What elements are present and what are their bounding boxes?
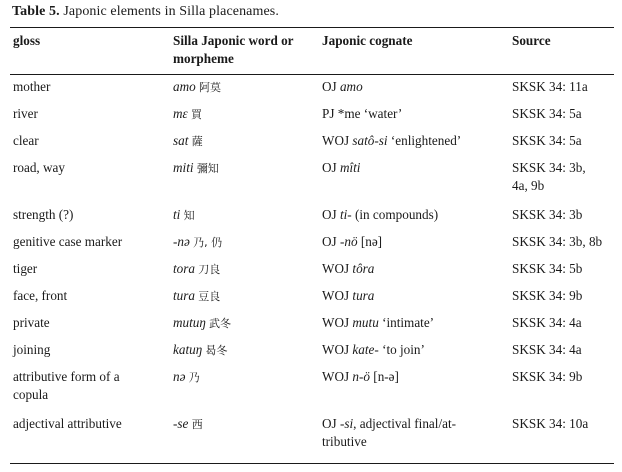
cognate-gloss: (in compounds)	[351, 207, 439, 222]
header-rule	[10, 74, 614, 75]
row-gloss: adjectival attributive	[13, 416, 122, 431]
cognate-form: -nö	[339, 234, 358, 249]
row-gloss: private	[13, 315, 50, 330]
row-gloss	[13, 368, 163, 404]
word-characters: 知	[183, 209, 195, 222]
row-source: SKSK 34: 4a	[512, 315, 582, 330]
word-romanization: mutuŋ	[173, 315, 206, 330]
cognate-gloss: , adjectival final/at-	[353, 416, 457, 431]
word-romanization: sat	[173, 133, 189, 148]
row-source: SKSK 34: 9b	[512, 288, 583, 303]
header-cognate: Japonic cognate	[322, 33, 413, 48]
bottom-rule	[10, 463, 614, 464]
word-romanization: katuŋ	[173, 342, 203, 357]
row-source: SKSK 34: 5a	[512, 106, 582, 121]
word-romanization: miti	[173, 160, 194, 175]
word-romanization: nə	[173, 369, 186, 384]
row-source	[512, 159, 618, 195]
row-source: SKSK 34: 3b	[512, 207, 583, 222]
row-gloss: strength (?)	[13, 207, 74, 222]
row-cognate	[322, 159, 508, 177]
row-source: SKSK 34: 5a	[512, 133, 582, 148]
row-gloss: clear	[13, 133, 39, 148]
header-word	[173, 32, 318, 68]
cognate-gloss: [n-ə]	[370, 369, 399, 384]
cognate-form: amo	[339, 79, 363, 94]
source-line1: SKSK 34: 3b,	[512, 160, 586, 175]
row-word	[173, 415, 318, 434]
cognate-gloss: [nə]	[357, 234, 383, 249]
cognate-prefix: OJ	[322, 79, 340, 94]
gloss-line1: attributive form of a	[13, 369, 120, 384]
row-cognate	[322, 206, 508, 224]
cognate-line1	[322, 415, 508, 433]
word-romanization: -se	[173, 416, 189, 431]
row-source: SKSK 34: 5b	[512, 261, 583, 276]
gloss-line2: copula	[13, 387, 49, 402]
cognate-form: tôra	[352, 261, 375, 276]
cognate-form: n-ö	[352, 369, 370, 384]
cognate-form: kate-	[352, 342, 379, 357]
row-cognate	[322, 415, 508, 451]
row-source: SKSK 34: 11a	[512, 79, 588, 94]
word-romanization: mɛ	[173, 106, 188, 121]
word-characters: 豆良	[198, 290, 221, 303]
row-cognate	[322, 105, 508, 123]
cognate-gloss: ‘to join’	[378, 342, 425, 357]
cognate-prefix: WOJ	[322, 133, 353, 148]
row-word	[173, 287, 318, 306]
cognate-gloss: ‘enlightened’	[387, 133, 462, 148]
cognate-prefix: OJ	[322, 160, 340, 175]
word-characters: 乃	[188, 371, 200, 384]
row-word	[173, 368, 318, 387]
row-source: SKSK 34: 4a	[512, 342, 582, 357]
header-gloss: gloss	[13, 33, 41, 48]
word-characters: 薩	[191, 135, 203, 148]
top-rule	[10, 27, 614, 28]
table-caption	[12, 4, 279, 20]
word-characters: 武冬	[209, 317, 232, 330]
header-word-line1: Silla Japonic word or	[173, 33, 294, 48]
cognate-prefix: WOJ	[322, 288, 353, 303]
word-characters: 阿莫	[199, 81, 222, 94]
cognate-prefix: PJ *me ‘water’	[322, 106, 403, 121]
row-word	[173, 341, 318, 360]
word-romanization: amo	[173, 79, 196, 94]
row-source: SKSK 34: 3b, 8b	[512, 234, 603, 249]
word-romanization: tora	[173, 261, 195, 276]
word-romanization: ti	[173, 207, 181, 222]
table-label: Table 5.	[12, 4, 60, 19]
cognate-prefix: OJ	[322, 234, 340, 249]
cognate-form: -si	[339, 416, 354, 431]
word-characters: 曷冬	[205, 344, 228, 357]
table-title: Japonic elements in Silla placenames.	[63, 4, 279, 19]
row-gloss: mother	[13, 79, 51, 94]
row-gloss: genitive case marker	[13, 234, 123, 249]
row-gloss: joining	[13, 342, 51, 357]
row-cognate	[322, 233, 508, 251]
word-characters: 彌知	[196, 162, 219, 175]
row-cognate	[322, 341, 508, 359]
cognate-prefix: OJ	[322, 207, 340, 222]
header-word-line2: morpheme	[173, 51, 234, 66]
cognate-form: ti-	[339, 207, 352, 222]
cognate-form: tura	[352, 288, 375, 303]
row-source: SKSK 34: 9b	[512, 369, 583, 384]
header-source: Source	[512, 33, 551, 48]
cognate-prefix: WOJ	[322, 369, 353, 384]
row-word	[173, 105, 318, 124]
row-cognate	[322, 368, 508, 386]
cognate-prefix: WOJ	[322, 342, 353, 357]
cognate-form: mutu	[352, 315, 379, 330]
row-cognate	[322, 260, 508, 278]
cognate-line2: tributive	[322, 434, 367, 449]
word-romanization: tura	[173, 288, 195, 303]
row-cognate	[322, 132, 508, 150]
row-gloss: tiger	[13, 261, 38, 276]
row-gloss: river	[13, 106, 38, 121]
row-cognate	[322, 314, 508, 332]
cognate-prefix: OJ	[322, 416, 340, 431]
cognate-form: mîti	[339, 160, 361, 175]
row-word	[173, 78, 318, 97]
row-word	[173, 159, 318, 178]
row-word	[173, 314, 318, 333]
row-source: SKSK 34: 10a	[512, 416, 589, 431]
cognate-prefix: WOJ	[322, 261, 353, 276]
row-cognate	[322, 78, 508, 96]
word-romanization: -nə	[173, 234, 190, 249]
row-word	[173, 206, 318, 225]
row-word	[173, 260, 318, 279]
row-word	[173, 132, 318, 151]
row-cognate	[322, 287, 508, 305]
word-characters: 西	[191, 418, 203, 431]
row-word	[173, 233, 318, 252]
cognate-form: satô-si	[352, 133, 388, 148]
word-characters: 乃, 仍	[193, 236, 223, 249]
cognate-gloss: ‘intimate’	[378, 315, 435, 330]
row-gloss: face, front	[13, 288, 68, 303]
word-characters: 刀良	[198, 263, 221, 276]
row-gloss: road, way	[13, 160, 65, 175]
word-characters: 買	[191, 108, 203, 121]
source-line2: 4a, 9b	[512, 178, 545, 193]
cognate-prefix: WOJ	[322, 315, 353, 330]
